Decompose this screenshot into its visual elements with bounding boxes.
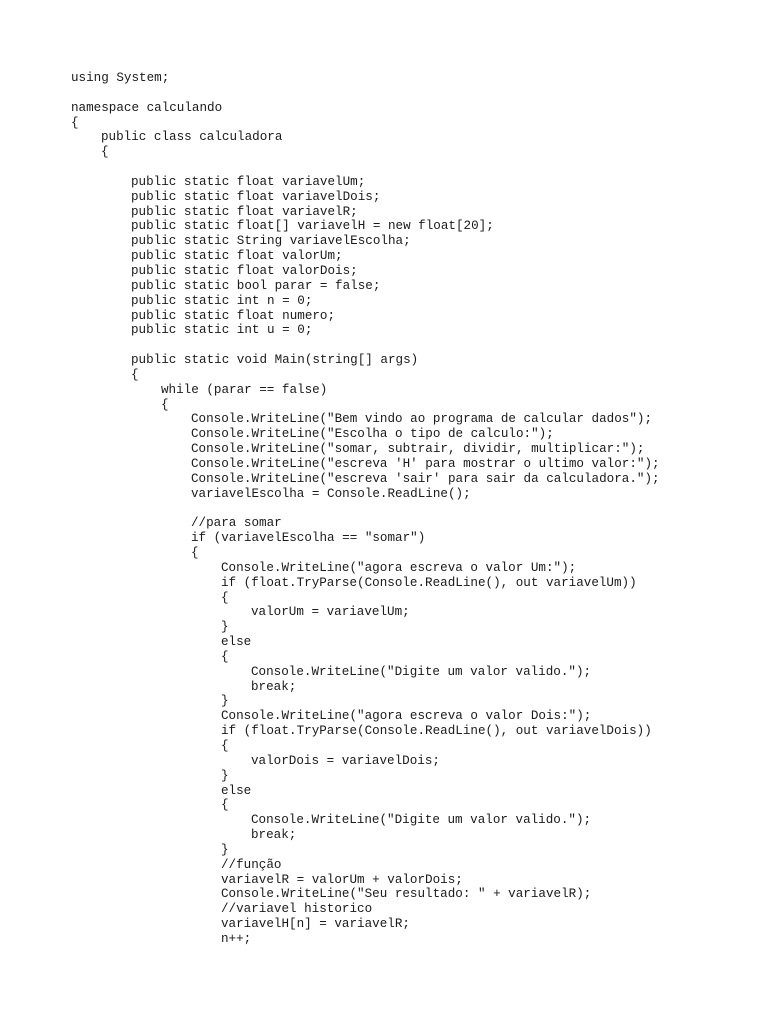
code-line: public static bool parar = false;	[131, 278, 381, 293]
code-line: Console.WriteLine("escreva 'H' para mostrar o ultimo valor:");	[191, 456, 660, 471]
code-line: variavelR = valorUm + valorDois;	[221, 872, 463, 887]
code-line: }	[221, 694, 229, 709]
code-line: public static float valorDois;	[131, 263, 358, 278]
code-line: break;	[251, 679, 297, 694]
code-line: Console.WriteLine("Seu resultado: " + variavelR);	[221, 887, 592, 902]
code-line: Console.WriteLine("escreva 'sair' para sair da calculadora.");	[191, 471, 660, 486]
code-line: public static float numero;	[131, 308, 336, 323]
code-line: public static int u = 0;	[131, 323, 313, 338]
blank-line	[71, 338, 660, 353]
code-line: Console.WriteLine("Digite um valor valido.");	[251, 664, 592, 679]
code-line: while (parar == false)	[161, 382, 328, 397]
code-line: {	[221, 738, 229, 753]
code-line: {	[221, 649, 229, 664]
code-line: if (float.TryParse(Console.ReadLine(), out variavelDois))	[221, 724, 652, 739]
code-line: Console.WriteLine("agora escreva o valor Um:");	[221, 560, 577, 575]
code-line: {	[221, 590, 229, 605]
code-line: Console.WriteLine("Escolha o tipo de calculo:");	[191, 427, 554, 442]
code-line: {	[161, 397, 169, 412]
code-line: namespace calculando	[71, 100, 223, 115]
code-line: valorDois = variavelDois;	[251, 753, 440, 768]
code-line: public class calculadora	[101, 130, 283, 145]
blank-line	[71, 86, 660, 101]
code-line: public static String variavelEscolha;	[131, 234, 411, 249]
code-line: {	[101, 145, 109, 160]
code-line: public static float valorUm;	[131, 249, 343, 264]
code-line: Console.WriteLine("agora escreva o valor Dois:");	[221, 709, 592, 724]
code-line: public static void Main(string[] args)	[131, 353, 419, 368]
code-line: {	[131, 367, 139, 382]
code-line: }	[221, 620, 229, 635]
code-line: {	[191, 546, 199, 560]
code-listing	[71, 71, 660, 947]
code-line: public static int n = 0;	[131, 293, 313, 308]
code-line: if (variavelEscolha == "somar")	[191, 531, 426, 546]
code-line: public static float variavelUm;	[131, 174, 366, 189]
code-line: }	[221, 768, 229, 783]
code-line: //função	[221, 857, 282, 872]
code-line: else	[221, 783, 252, 798]
code-line: valorUm = variavelUm;	[251, 605, 410, 620]
code-line: //para somar	[191, 516, 282, 531]
code-line: n++;	[221, 931, 252, 946]
code-line: Console.WriteLine("somar, subtrair, dividir, multiplicar:");	[191, 442, 645, 457]
blank-line	[71, 501, 660, 516]
code-line: public static float variavelDois;	[131, 189, 381, 204]
code-line: variavelH[n] = variavelR;	[221, 917, 410, 932]
code-line: Console.WriteLine("Bem vindo ao programa de calcular dados");	[191, 412, 653, 427]
code-line: else	[221, 635, 252, 650]
code-line: }	[221, 842, 229, 857]
blank-line	[71, 160, 660, 175]
code-line: //variavel historico	[221, 902, 373, 917]
code-line: Console.WriteLine("Digite um valor valido.");	[251, 813, 592, 828]
code-line: variavelEscolha = Console.ReadLine();	[191, 486, 471, 501]
code-line: {	[221, 798, 229, 813]
code-line: public static float[] variavelH = new float[20];	[131, 219, 494, 234]
code-line: break;	[251, 828, 297, 843]
code-line: if (float.TryParse(Console.ReadLine(), out variavelUm))	[221, 575, 637, 590]
code-line: using System;	[71, 71, 170, 85]
code-line: {	[71, 115, 79, 130]
code-line: public static float variavelR;	[131, 204, 358, 219]
